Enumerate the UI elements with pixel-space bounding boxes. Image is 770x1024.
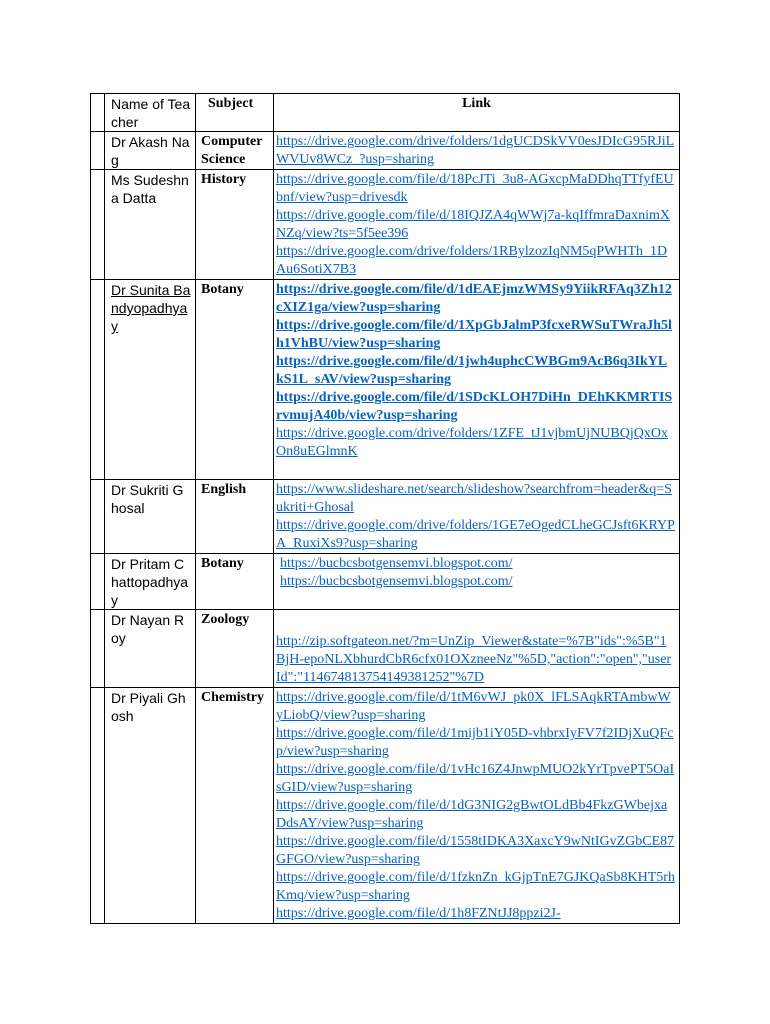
- cell-spacer: [276, 461, 675, 479]
- teacher-name: Dr Sunita Bandyopadhyay: [111, 282, 191, 334]
- table-row: [91, 280, 680, 480]
- drive-link[interactable]: https://drive.google.com/drive/folders/1RBylzozIqNM5qPWHTh_1DAu6SotiX7B3: [276, 244, 668, 277]
- subject: History: [201, 172, 247, 187]
- teacher-name-cell: [105, 480, 196, 554]
- link-cell: [274, 170, 680, 280]
- drive-link[interactable]: https://drive.google.com/file/d/1dG3NIG2gBwtOLdBb4FkzGWbejxaDdsAY/view?usp=sharing: [276, 798, 668, 831]
- header-link: Link: [462, 96, 491, 111]
- link-cell: [274, 280, 680, 480]
- blank-cell: [91, 94, 105, 132]
- subject-cell: [196, 480, 274, 554]
- teacher-name: Ms Sudeshna Datta: [111, 172, 189, 206]
- teacher-name-cell: [105, 132, 196, 170]
- blank-cell: [91, 480, 105, 554]
- subject-cell: [196, 132, 274, 170]
- drive-link[interactable]: https://drive.google.com/file/d/1vHc16Z4JnwpMUO2kYrTpvePT5OaIsGID/view?usp=sharing: [276, 762, 675, 795]
- blog-link[interactable]: https://bucbcsbotgensemvi.blogspot.com/: [280, 574, 513, 589]
- table-row: [91, 610, 680, 688]
- drive-link[interactable]: https://drive.google.com/file/d/1tM6vWJ_pk0X_lFLSAqkRTAmbwWyLiobQ/view?usp=sharing: [276, 690, 671, 723]
- subject: English: [201, 482, 247, 497]
- header-name-cell: [105, 94, 196, 132]
- subject-cell: [196, 280, 274, 480]
- link-cell: [274, 132, 680, 170]
- drive-link[interactable]: https://drive.google.com/file/d/1h8FZNtJJ8ppzi2J-: [276, 906, 561, 921]
- link-cell: [274, 688, 680, 924]
- teacher-name-cell: [105, 170, 196, 280]
- teacher-name-cell: [105, 280, 196, 480]
- teacher-links-table: [90, 93, 680, 924]
- table-row: [91, 688, 680, 924]
- link-cell: [274, 610, 680, 688]
- subject: Computer Science: [201, 134, 263, 167]
- drive-link[interactable]: https://drive.google.com/file/d/1SDcKLOH7DiHn_DEhKKMRTISrvmujA40b/view?usp=sharing: [276, 390, 673, 423]
- blank-cell: [91, 280, 105, 480]
- subject-cell: [196, 170, 274, 280]
- table-header-row: [91, 94, 680, 132]
- header-subject: Subject: [208, 96, 254, 111]
- header-name: Name of Teacher: [111, 96, 191, 130]
- subject-cell: [196, 610, 274, 688]
- drive-link[interactable]: https://drive.google.com/file/d/1XpGbJalmP3fcxeRWSuTWraJh5lh1VhBU/view?usp=sharing: [276, 318, 672, 351]
- subject: Botany: [201, 282, 244, 297]
- blank-cell: [91, 132, 105, 170]
- subject: Chemistry: [201, 690, 264, 705]
- teacher-name: Dr Nayan Roy: [111, 612, 185, 646]
- link-cell: [274, 480, 680, 554]
- table-row: [91, 132, 680, 170]
- table-row: [91, 170, 680, 280]
- header-subject-cell: [196, 94, 274, 132]
- drive-link[interactable]: https://drive.google.com/file/d/1fzknZn_kGjpTnE7GJKQaSb8KHT5rhKmq/view?usp=sharing: [276, 870, 675, 903]
- drive-link[interactable]: https://drive.google.com/file/d/1jwh4uphcCWBGm9AcB6q3IkYLkS1L_sAV/view?usp=sharing: [276, 354, 668, 387]
- table-row: [91, 554, 680, 610]
- teacher-name: Dr Pritam Chattopadhyay: [111, 556, 189, 608]
- drive-link[interactable]: https://drive.google.com/drive/folders/1GE7eOgedCLheGCJsft6KRYPA_RuxiXs9?usp=sharing: [276, 518, 675, 551]
- slideshare-link[interactable]: https://www.slideshare.net/search/slideshow?searchfrom=header&q=Sukriti+Ghosal: [276, 482, 672, 515]
- drive-link[interactable]: https://drive.google.com/drive/folders/1ZFE_tJ1vjbmUjNUBQjQxOxOn8uEGlmnK: [276, 426, 668, 459]
- blank-cell: [91, 688, 105, 924]
- drive-link[interactable]: https://drive.google.com/file/d/1dEAEjmzWMSy9YiikRFAq3Zh12cXIZ1ga/view?usp=sharing: [276, 282, 672, 315]
- subject: Botany: [201, 556, 244, 571]
- blank-cell: [91, 610, 105, 688]
- drive-link[interactable]: https://drive.google.com/file/d/1558tIDKA3XaxcY9wNtIGvZGbCE87GFGO/view?usp=sharing: [276, 834, 675, 867]
- teacher-name-cell: [105, 554, 196, 610]
- drive-link[interactable]: https://drive.google.com/drive/folders/1dgUCDSkVV0esJDIcG95RJiLWVUv8WCz_?usp=sharing: [276, 134, 675, 167]
- subject-cell: [196, 688, 274, 924]
- blog-link[interactable]: https://bucbcsbotgensemvi.blogspot.com/: [280, 556, 513, 571]
- blank-cell: [91, 554, 105, 610]
- drive-link[interactable]: https://drive.google.com/file/d/18PcJTi_3u8-AGxcpMaDDhqTTfyfEUbnf/view?usp=drivesdk: [276, 172, 674, 205]
- header-link-cell: [274, 94, 680, 132]
- teacher-name-cell: [105, 688, 196, 924]
- blank-cell: [91, 170, 105, 280]
- subject: Zoology: [201, 612, 250, 627]
- table-row: [91, 480, 680, 554]
- link-cell: [274, 554, 680, 610]
- drive-link[interactable]: https://drive.google.com/file/d/18IQJZA4qWWj7a-kqIffmraDaxnimXNZq/view?ts=5f5ee396: [276, 208, 670, 241]
- teacher-name-cell: [105, 610, 196, 688]
- subject-cell: [196, 554, 274, 610]
- drive-link[interactable]: https://drive.google.com/file/d/1mijb1iY05D-vhbrxIyFV7f2IDjXuQFcp/view?usp=sharing: [276, 726, 674, 759]
- zip-viewer-link[interactable]: http://zip.softgateon.net/?m=UnZip_Viewer&state=%7B"ids":%5B"1BjH-epoNLXbhurdCbR6cfx01OXzneeNz"%5D,"action":"open","userId":"114674813754149381252"%7D: [276, 634, 672, 685]
- teacher-name: Dr Piyali Ghosh: [111, 690, 186, 724]
- teacher-name: Dr Akash Nag: [111, 134, 190, 168]
- teacher-name: Dr Sukriti Ghosal: [111, 482, 184, 516]
